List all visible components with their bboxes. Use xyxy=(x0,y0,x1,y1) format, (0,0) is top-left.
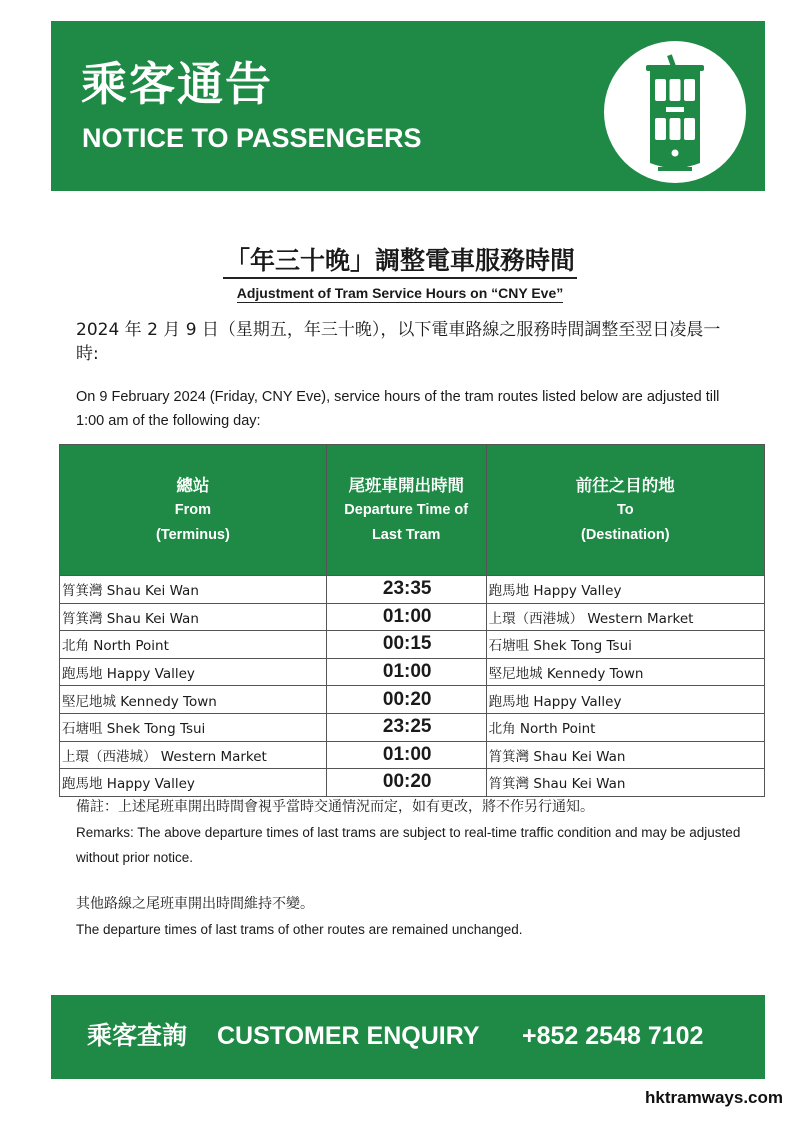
cell-to: 跑馬地 Happy Valley xyxy=(486,576,764,604)
cell-to: 跑馬地 Happy Valley xyxy=(486,686,764,714)
cell-to: 北角 North Point xyxy=(486,713,764,741)
cell-from: 石塘咀 Shek Tong Tsui xyxy=(60,713,327,741)
cell-from: 上環（西港城） Western Market xyxy=(60,741,327,769)
remarks xyxy=(76,795,756,870)
cell-to: 堅尼地城 Kennedy Town xyxy=(486,658,764,686)
cell-time: 23:25 xyxy=(326,713,486,741)
table-row xyxy=(60,769,765,797)
cell-to: 筲箕灣 Shau Kei Wan xyxy=(486,769,764,797)
intro-zh: 2024 年 2 月 9 日（星期五，年三十晚），以下電車路線之服務時間調整至翌日凌晨一時: xyxy=(76,320,721,364)
cell-from: 堅尼地城 Kennedy Town xyxy=(60,686,327,714)
tram-logo xyxy=(604,41,746,183)
table-row xyxy=(60,576,765,604)
intro-en: On 9 February 2024 (Friday, CNY Eve), service hours of the tram routes listed below are adjusted till 1:00 am of the following day: xyxy=(76,389,720,429)
table-row xyxy=(60,603,765,631)
cell-time: 01:00 xyxy=(326,658,486,686)
cell-to: 上環（西港城） Western Market xyxy=(486,603,764,631)
other-routes-note xyxy=(76,892,756,942)
remarks-zh: 備註：上述尾班車開出時間會視乎當時交通情況而定，如有更改，將不作另行通知。 xyxy=(76,799,594,815)
table-row xyxy=(60,713,765,741)
header-destination: 前往之目的地 To (Destination) xyxy=(486,445,764,576)
table-header-row xyxy=(60,445,765,576)
cell-time: 23:35 xyxy=(326,576,486,604)
header-title-zh: 乘客通告 xyxy=(81,57,273,111)
website-link[interactable]: hktramways.com xyxy=(645,1088,783,1107)
enquiry-phone[interactable]: +852 2548 7102 xyxy=(522,1022,704,1050)
table-row xyxy=(60,686,765,714)
last-tram-schedule-table xyxy=(59,444,765,797)
remarks-en: Remarks: The above departure times of last trams are subject to real-time traffic condition and may be adjusted without prior notice. xyxy=(76,825,741,865)
cell-from: 跑馬地 Happy Valley xyxy=(60,769,327,797)
cell-from: 筲箕灣 Shau Kei Wan xyxy=(60,603,327,631)
table-row xyxy=(60,741,765,769)
notice-title-zh: 「年三十晚」調整電車服務時間 xyxy=(0,247,800,275)
tram-icon xyxy=(604,41,746,183)
cell-time: 00:15 xyxy=(326,631,486,659)
cell-from: 北角 North Point xyxy=(60,631,327,659)
other-routes-zh: 其他路線之尾班車開出時間維持不變。 xyxy=(76,896,314,912)
cell-to: 筲箕灣 Shau Kei Wan xyxy=(486,741,764,769)
table-row xyxy=(60,658,765,686)
cell-time: 01:00 xyxy=(326,741,486,769)
header-banner xyxy=(51,21,765,191)
cell-time: 00:20 xyxy=(326,686,486,714)
header-from: 總站 From (Terminus) xyxy=(60,445,327,576)
enquiry-label-zh: 乘客查詢 xyxy=(87,1021,188,1050)
footer-banner xyxy=(51,995,765,1079)
cell-time: 01:00 xyxy=(326,603,486,631)
cell-time: 00:20 xyxy=(326,769,486,797)
cell-from: 跑馬地 Happy Valley xyxy=(60,658,327,686)
cell-from: 筲箕灣 Shau Kei Wan xyxy=(60,576,327,604)
notice-title-en: Adjustment of Tram Service Hours on “CNY Eve” xyxy=(236,285,564,301)
enquiry-label-en: CUSTOMER ENQUIRY xyxy=(217,1022,480,1050)
cell-to: 石塘咀 Shek Tong Tsui xyxy=(486,631,764,659)
header-departure-time: 尾班車開出時間 Departure Time of Last Tram xyxy=(326,445,486,576)
other-routes-en: The departure times of last trams of other routes are remained unchanged. xyxy=(76,922,523,937)
table-row xyxy=(60,631,765,659)
header-title-en: NOTICE TO PASSENGERS xyxy=(82,123,422,153)
